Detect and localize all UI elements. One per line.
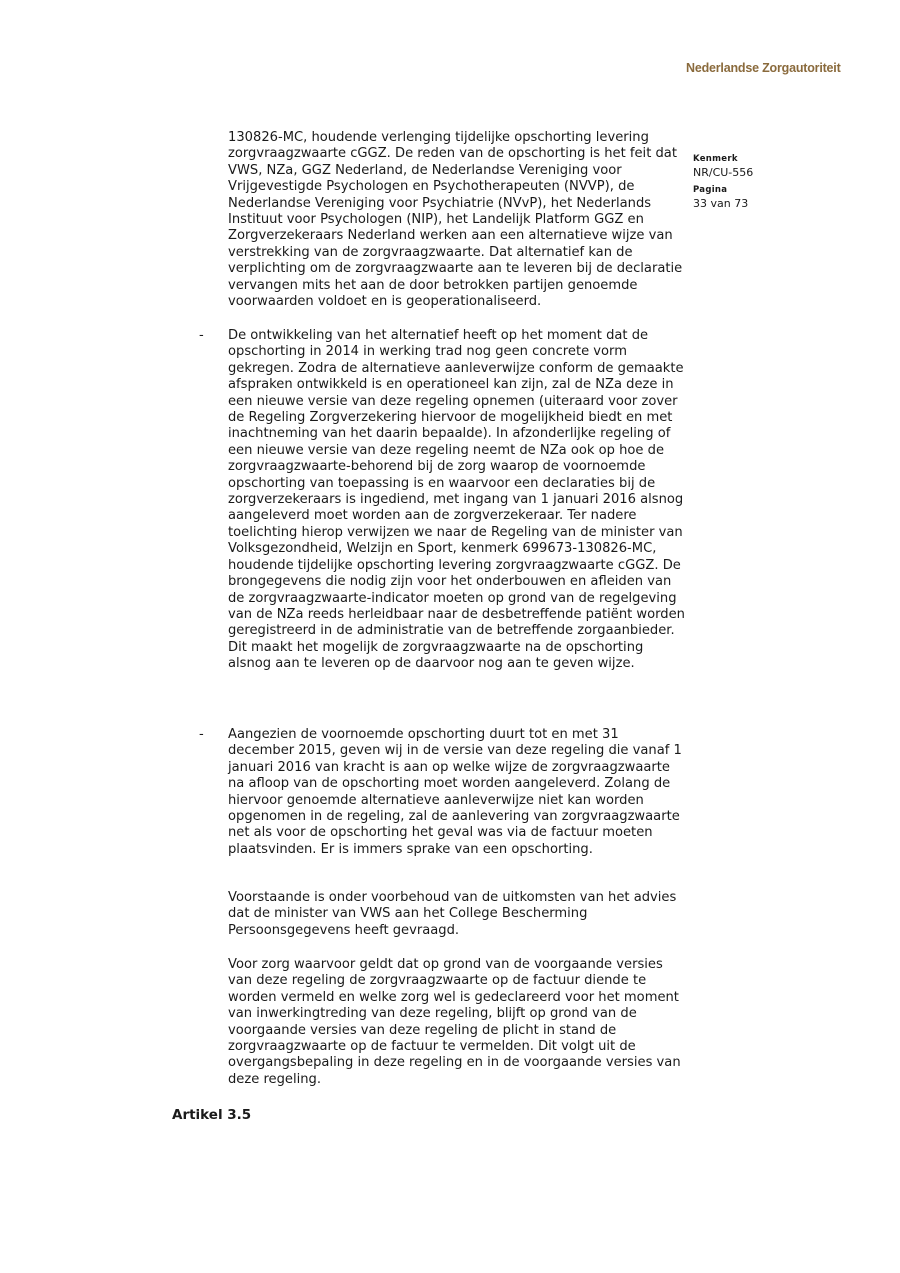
pagina-value: 33 van 73 [693,197,749,210]
bullet-item: Aangezien de voornoemde opschorting duurt tot en met 31 december 2015, geven wij in de versie van deze regeling die vanaf 1 januari 2016 van kracht is aan op welke wijze de zorgvraagzwaarte na afloop van de opschorting moet worden aangeleverd. Zolang de hiervoor genoemde alternatieve aanleverwijze niet kan worden opgenomen in de regeling, zal de aanlevering van zorgvraagzwaarte net als voor de opschorting het geval was via de factuur moeten plaatsvinden. Er is immers sprake van een opschorting. [228,727,682,857]
bullet-item: De ontwikkeling van het alternatief heeft op het moment dat de opschorting in 2014 in werking trad nog geen concrete vorm gekregen. Zodra de alternatieve aanleverwijze conform de gemaakte afspraken ontwikkeld is en operationeel kan zijn, zal de NZa deze in een nieuwe versie van deze regeling opnemen (uiteraard voor zover de Regeling Zorgverzekering hiervoor de mogelijkheid biedt en met inachtneming van het daarin bepaalde). In afzonderlijke regeling of een nieuwe versie van deze regeling neemt de NZa ook op hoe de zorgvraagzwaarte-behorend bij de zorg waarop de voornoemde opschorting van toepassing is en waarvoor een declaraties bij de zorgverzekeraars is ingediend, met ingang van 1 januari 2016 alsnog aangeleverd moet worden aan de zorgverzekeraar. Ter nadere toelichting hierop verwijzen we naar de Regeling van de minister van Volksgezondheid, Welzijn en Sport, kenmerk 699673-130826-MC, houdende tijdelijke opschorting levering zorgvraagzwaarte cGGZ. De brongegevens die nodig zijn voor het onderbouwen en afleiden van de zorgvraagzwaarte-indicator moeten op grond van de regelgeving van de NZa reeds herleidbaar naar de desbetreffende patiënt worden geregistreerd in de administratie van de betreffende zorgaanbieder. Dit maakt het mogelijk de zorgvraagzwaarte na de opschorting alsnog aan te leveren op de daarvoor nog aan te geven wijze. [228,328,685,672]
bullet-marker: - [199,727,204,742]
pagina-label: Pagina [693,185,728,195]
document-meta [693,153,753,215]
article-heading: Artikel 3.5 [172,1107,252,1123]
kenmerk-label: Kenmerk [693,154,738,164]
paragraph: Voorstaande is onder voorbehoud van de uitkomsten van het advies dat de minister van VWS aan het College Bescherming Persoonsgegevens heeft gevraagd. [228,890,677,938]
paragraph-continuation: 130826-MC, houdende verlenging tijdelijke opschorting levering zorgvraagzwaarte cGGZ. De reden van de opschorting is het feit dat VWS, NZa, GGZ Nederland, de Nederlandse Vereniging voor Vrijgevestigde Psychologen en Psychotherapeuten (NVVP), de Nederlandse Vereniging voor Psychiatrie (NVvP), het Nederlands Instituut voor Psychologen (NIP), het Landelijk Platform GGZ en Zorgverzekeraars Nederland werken aan een alternatieve wijze van verstrekking van de zorgvraagzwaarte. Dat alternatief kan de verplichting om de zorgvraagzwaarte aan te leveren bij de declaratie vervangen mits het aan de door betrokken partijen genoemde voorwaarden voldoet en is geoperationaliseerd. [228,130,683,310]
paragraph: Voor zorg waarvoor geldt dat op grond van de voorgaande versies van deze regeling de zorgvraagzwaarte op de factuur diende te worden vermeld en welke zorg wel is gedeclareerd voor het moment van inwerkingtreding van deze regeling, blijft op grond van de voorgaande versies van deze regeling de plicht in stand de zorgvraagzwaarte op de factuur te vermelden. Dit volgt uit de overgangsbepaling in deze regeling en in de voorgaande versies van deze regeling. [228,957,681,1087]
bullet-marker: - [199,328,204,343]
organization-logo-text: Nederlandse Zorgautoriteit [686,61,841,75]
kenmerk-value: NR/CU-556 [693,166,754,179]
